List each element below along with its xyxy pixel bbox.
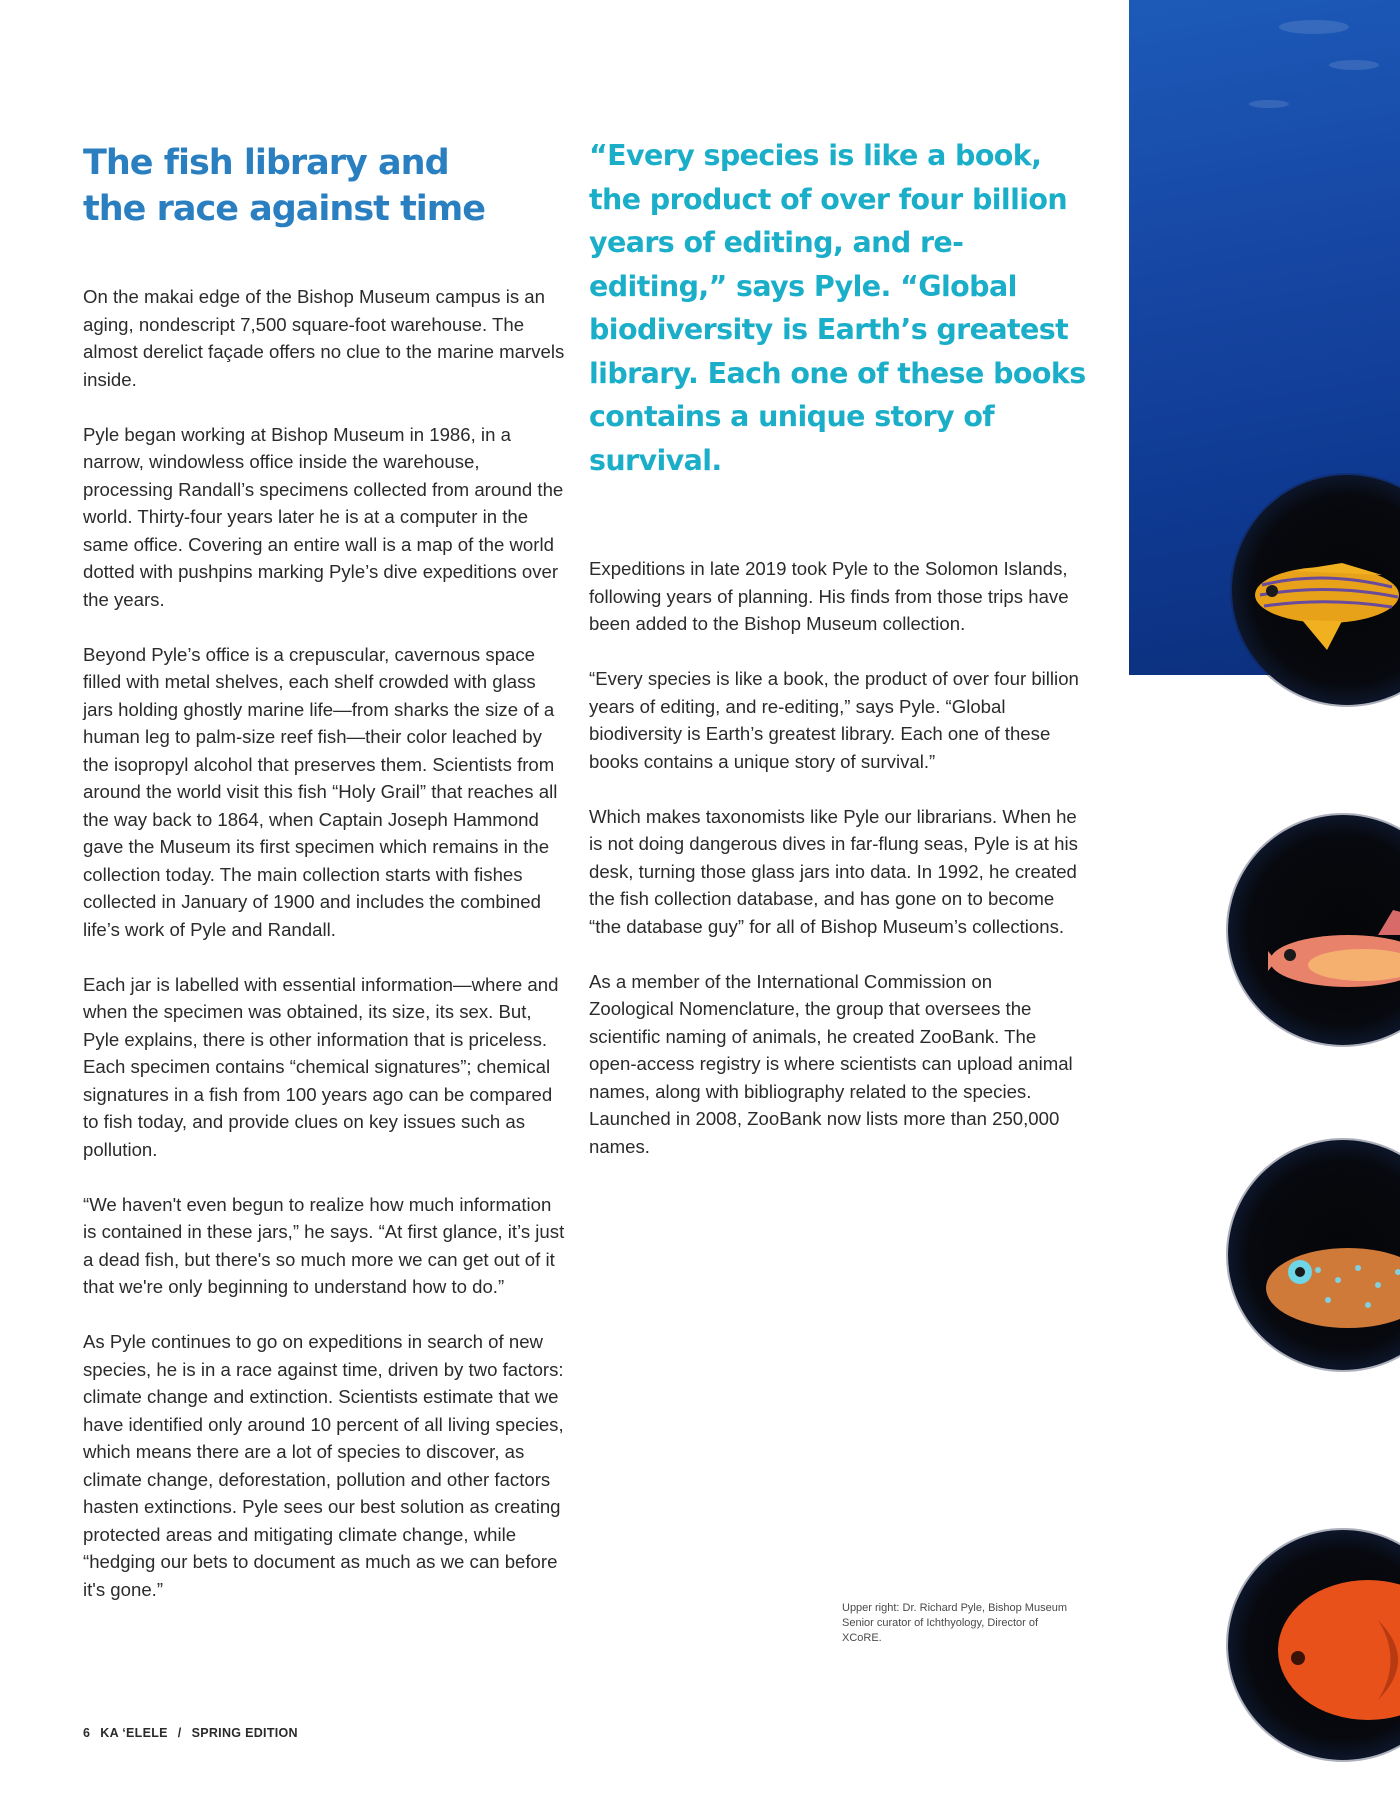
page-footer — [83, 1726, 308, 1740]
edition-name: SPRING EDITION — [191, 1726, 298, 1740]
body-paragraph: As a member of the International Commission on Zoological Nomenclature, the group that oversees the scientific naming of animals, he created ZooBank. The open-access registry is where scientists can upload animal names, along with bibliography related to the species. Launched in 2008, ZooBank now lists more than 250,000 names. — [589, 970, 1073, 1157]
footer-separator: / — [177, 1726, 182, 1740]
body-paragraph: As Pyle continues to go on expeditions in search of new species, he is in a race against time, driven by two factors: climate change and extinction. Scientists estimate that we have identified only around 10 percent of all living species, which means there are a lot of species to discover, as climate change, deforestation, pollution and other factors hasten extinctions. Pyle sees our best solution as creating protected areas and mitigating climate change, while “hedging our bets to document as much as we can before it's gone.” — [83, 1331, 564, 1600]
body-paragraph: “We haven't even begun to realize how much information is contained in these jars,” he says. “At first glance, it’s just a dead fish, but there's so much more we can get out of it that we're only beginning to understand how to do.” — [83, 1193, 565, 1297]
article-headline — [83, 140, 563, 232]
body-paragraph: Which makes taxonomists like Pyle our librarians. When he is not doing dangerous dives in far-flung seas, Pyle is at his desk, turning those glass jars into data. In 1992, he created the fish collection database, and has gone on to become “the database guy” for all of Bishop Museum’s collections. — [589, 805, 1078, 937]
publication-name: KA ‘ELELE — [100, 1726, 168, 1740]
photo-caption: Upper right: Dr. Richard Pyle, Bishop Museum Senior curator of Ichthyology, Director of XCoRE. — [842, 1602, 1067, 1644]
page-number: 6 — [83, 1726, 91, 1740]
body-paragraph: Expeditions in late 2019 took Pyle to the Solomon Islands, following years of planning. His finds from those trips have been added to the Bishop Museum collection. — [589, 558, 1069, 634]
body-paragraph: “Every species is like a book, the product of over four billion years of editing, and re-editing,” says Pyle. “Global biodiversity is Earth’s greatest library. Each one of these books contains a unique story of survival.” — [589, 668, 1079, 772]
fish-jar-striped — [1232, 475, 1400, 705]
fish-jar-orange-angelfish — [1228, 1530, 1400, 1760]
body-paragraph: On the makai edge of the Bishop Museum campus is an aging, nondescript 7,500 square-foot warehouse. The almost derelict façade offers no clue to the marine marvels inside. — [83, 286, 565, 390]
pull-quote: “Every species is like a book, the product of over four billion years of editing, and re-editing,” says Pyle. “Global biodiversity is Earth’s greatest library. Each one of these books contains a unique story of survival. — [589, 139, 1086, 477]
body-paragraph: Each jar is labelled with essential information—where and when the specimen was obtained, its size, its sex. But, Pyle explains, there is other information that is priceless. Each specimen contains “chemical signatures”; chemical signatures in a fish from 100 years ago can be compared to fish today, and provide clues on key issues such as pollution. — [83, 973, 559, 1160]
headline-line-1: The fish library and — [83, 143, 449, 183]
left-body-column — [83, 283, 568, 1631]
right-body-column — [589, 555, 1079, 1188]
body-paragraph: Beyond Pyle’s office is a crepuscular, cavernous space filled with metal shelves, each shelf crowded with glass jars holding ghostly marine life—from sharks the size of a human leg to palm-size reef fish—their color leached by the isopropyl alcohol that preserves them. Scientists from around the world visit this fish “Holy Grail” that reaches all the way back to 1864, when Captain Joseph Hammond gave the Museum its first specimen which remains in the collection today. The main collection starts with fishes collected in January of 1900 and includes the combined life’s work of Pyle and Randall. — [83, 643, 558, 940]
headline-line-2: the race against time — [83, 189, 486, 229]
fish-jar-pink-wrasse — [1228, 815, 1400, 1045]
body-paragraph: Pyle began working at Bishop Museum in 1986, in a narrow, windowless office inside the warehouse, processing Randall’s specimens collected from around the world. Thirty-four years later he is at a computer in the same office. Covering an entire wall is a map of the world dotted with pushpins marking Pyle’s dive expeditions over the years. — [83, 423, 564, 610]
fish-jar-spotted-puffer — [1228, 1140, 1400, 1370]
